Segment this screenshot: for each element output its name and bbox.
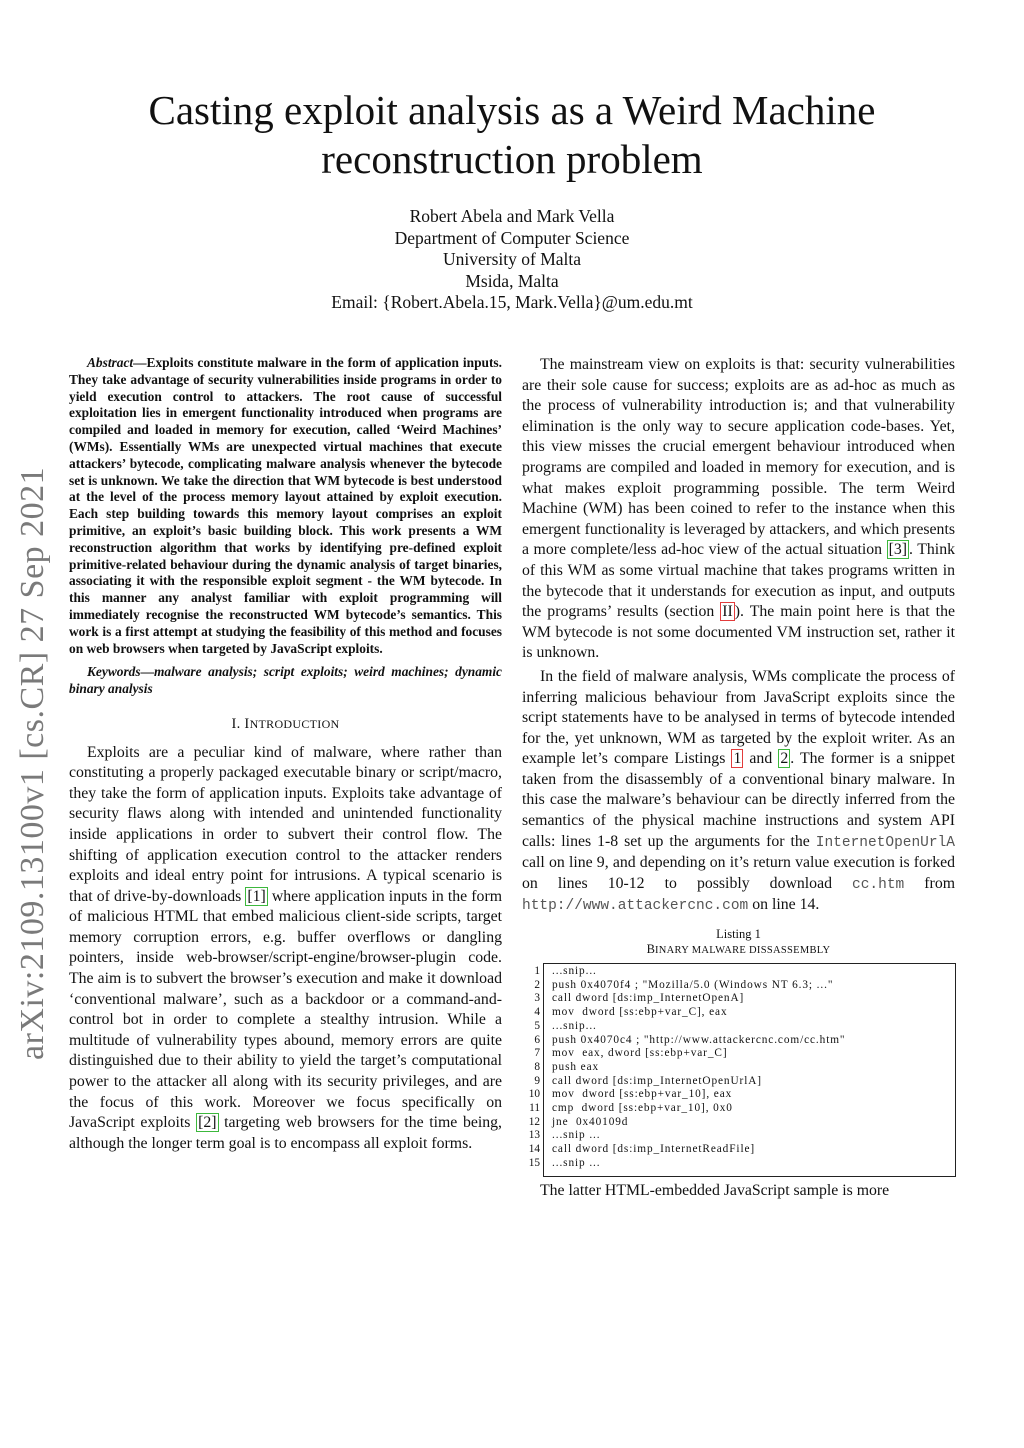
line-number: 1 (534, 965, 540, 978)
listing-caption (522, 927, 955, 958)
citation-link-2[interactable]: [2] (198, 1114, 217, 1132)
para3-and: and (743, 750, 779, 768)
latter-sample-paragraph: The latter HTML-embedded JavaScript sample is more (540, 1181, 890, 1199)
intro-text-2: where application inputs in the form of malicious HTML that embed malicious client-side scripts, target memory corruption errors, e.g. buffer overflows or dangling pointers, inside web-browser/script-engine/browser-plugin code. The aim is to subvert the browser’s execution and make it download ‘conventional malware’, such as a backdoor or a command-and-control bot in order to complete a stealthy intrusion. While a multitude of vulnerability types abound, memory errors are quite distinguished due to their ability to yield the target’s computational power to the attacker all along with its security privileges, and are the focus of this work. Moreover we focus specifically on JavaScript exploits (69, 887, 502, 1132)
citation-link-1[interactable]: [1] (247, 887, 266, 905)
author-email: Email: {Robert.Abela.15, Mark.Vella}@um.edu.mt (331, 292, 693, 312)
author-department: Department of Computer Science (394, 227, 630, 248)
code-internetopenurla: InternetOpenUrlA (815, 834, 955, 851)
para2-text-3: ). The main point here is that the WM bytecode is not some documented VM instruction set, rather it is unknown. (522, 603, 955, 662)
section-name: NTRODUCTION (249, 716, 340, 731)
para3-text-3: call on line 9, and depending on it’s return value execution is forked on lines 10-12 to possibly download (522, 854, 955, 892)
intro-text-3: targeting web browsers for the time being, although the longer term goal is to encompass all exploit forms. (69, 1114, 502, 1152)
para3-text-1: In the field of malware analysis, WMs complicate the process of inferring malicious behaviour from JavaScript exploits since the script statements have to be analysed in terms of bytecode intended for the, yet unknown, WM as targeted by the exploit writer. As an example let’s compare Listings (522, 667, 955, 768)
line-code: cmp dword [ss:ebp+var_10], 0x0 (552, 1102, 733, 1115)
line-code: call dword [ds:imp_InternetOpenUrlA] (552, 1074, 762, 1087)
line-code: jne 0x40109d (552, 1115, 629, 1128)
line-number: 12 (528, 1115, 540, 1128)
code-attacker-url: http://www.attackercnc.com (522, 898, 749, 915)
author-block (100, 206, 924, 314)
line-number: 9 (534, 1074, 540, 1087)
line-code: push eax (552, 1060, 600, 1073)
line-code: call dword [ds:imp_InternetOpenA] (552, 992, 745, 1005)
section-heading-introduction (69, 714, 502, 735)
malware-analysis-paragraph (522, 667, 955, 917)
line-code: mov dword [ss:ebp+var_C], eax (552, 1006, 728, 1019)
line-number: 4 (534, 1006, 540, 1019)
line-number: 11 (529, 1102, 540, 1115)
para3-text-2: . The former is a snippet taken from the disassembly of a conventional binary malware. In this case the malware’s behaviour can be directly inferred from the semantics of the physical machine instructions and system API calls: lines 1-8 set up the arguments for the (522, 750, 955, 850)
listing-title (522, 942, 955, 958)
line-code: ...snip... (552, 965, 597, 978)
line-number: 14 (528, 1143, 540, 1156)
line-number: 15 (528, 1156, 540, 1169)
abstract-text: —Exploits constitute malware in the form of application inputs. They take advantage of security vulnerabilities inside programs in order to yield execution control to attackers. The root cause of successful exploitation lies in emergent functionality introduced when programs are compiled and loaded in memory for execution, called ‘Weird Machines’ (WMs). Essentially WMs are unexpected virtual machines that execute attackers’ bytecode, complicating malware analysis whenever the bytecode set is unknown. We take the direction that WM bytecode is best understood at the level of the process memory layout attained by exploit execution. Each step building towards this memory layout comprises an exploit primitive, an exploit’s basic building block. This work presents a WM reconstruction algorithm that works by identifying pre-defined exploit primitive-related behaviour during the dynamic analysis of target binaries, associating it with the responsible exploit segment - the WM bytecode. In this manner any analyst familiar with exploit programming will immediately recognise the reconstructed WM bytecode’s semantics. This work is a first attempt at studying the feasibility of this method and focuses on web browsers when targeted by JavaScript exploits. (69, 355, 502, 656)
line-code: ...snip... (552, 1019, 597, 1032)
line-number: 3 (534, 992, 540, 1005)
line-number: 8 (534, 1060, 540, 1073)
section-link-II[interactable]: II (722, 603, 733, 621)
para3-text-5: on line 14. (748, 896, 820, 914)
line-number: 13 (528, 1129, 540, 1142)
listing-title-initial: B (646, 942, 655, 957)
line-number: 2 (534, 978, 540, 991)
line-number: 6 (534, 1033, 540, 1046)
line-code: push 0x4070c4 ; "http://www.attackercnc.com/cc.htm" (552, 1033, 846, 1046)
citation-link-3[interactable]: [3] (888, 541, 908, 559)
left-column (69, 355, 502, 1154)
line-code: call dword [ds:imp_InternetReadFile] (552, 1143, 756, 1156)
line-code: mov eax, dword [ss:ebp+var_C] (552, 1047, 728, 1060)
line-code: push 0x4070f4 ; "Mozilla/5.0 (Windows NT 6.3; ..." (552, 978, 834, 991)
author-university: University of Malta (442, 249, 582, 269)
line-number: 7 (534, 1047, 540, 1060)
listing-link-1[interactable]: 1 (733, 750, 742, 768)
right-column (522, 355, 955, 1217)
arxiv-stamp: arXiv:2109.13100v1 [cs.CR] 27 Sep 2021 (14, 466, 51, 1060)
listing-link-2[interactable]: 2 (780, 750, 789, 768)
paper-title: Casting exploit analysis as a Weird Machine reconstruction problem (148, 87, 876, 183)
abstract (69, 355, 502, 657)
listing-frame (543, 963, 956, 1177)
author-names: Robert Abela and Mark Vella (409, 206, 615, 226)
line-number: 5 (534, 1019, 540, 1032)
para2-text-1: The mainstream view on exploits is that: security vulnerabilities are their sole cause for success; exploits are as ad-hoc as much as the process of vulnerability introduction is; and that vulnerability elimination is the only way to secure application code-bases. Yet, this view misses the crucial emergent behaviour introduced when programs are compiled and loaded in memory for execution, and is what makes exploit programming possible. The term Weird Machine (WM) has been coined to refer to the instance when this emergent functionality is leveraged by attackers, and which presents a more complete/less ad-hoc view of the actual situation (522, 356, 955, 559)
intro-text-1: Exploits are a peculiar kind of malware, where rather than constituting a properly packaged executable binary or script/macro, they take the form of application inputs. Exploits take advantage of security flaws along with intended and unintended functionality inside applications in order to subvert their control flow. The shifting of application execution control to the attacker renders exploits and ideal entry point for intrusions. A typical scenario is that of drive-by-downloads (69, 743, 502, 905)
section-numeral: I. I (231, 715, 250, 732)
author-location: Msida, Malta (465, 270, 559, 291)
code-cc-htm: cc.htm (852, 876, 905, 893)
line-code: ...snip ... (552, 1129, 601, 1142)
para3-text-4: from (904, 874, 956, 892)
code-listing (522, 965, 955, 1171)
keywords: Keywords—malware analysis; script exploits; weird machines; dynamic binary analysis (69, 664, 502, 697)
listing-title-rest: INARY MALWARE DISSASSEMBLY (654, 945, 831, 957)
listing-number: Listing 1 (716, 927, 761, 942)
mainstream-paragraph (522, 355, 955, 664)
line-code: ...snip ... (552, 1156, 601, 1169)
para2-text-2: . Think of this WM as some virtual machine that takes programs written in the bytecode that it understands for execution as input, and outputs the programs’ results (section (522, 541, 955, 621)
intro-paragraph (69, 743, 502, 1155)
line-number: 10 (528, 1088, 540, 1101)
line-code: mov dword [ss:ebp+var_10], eax (552, 1088, 733, 1101)
abstract-label: Abstract (87, 355, 134, 370)
